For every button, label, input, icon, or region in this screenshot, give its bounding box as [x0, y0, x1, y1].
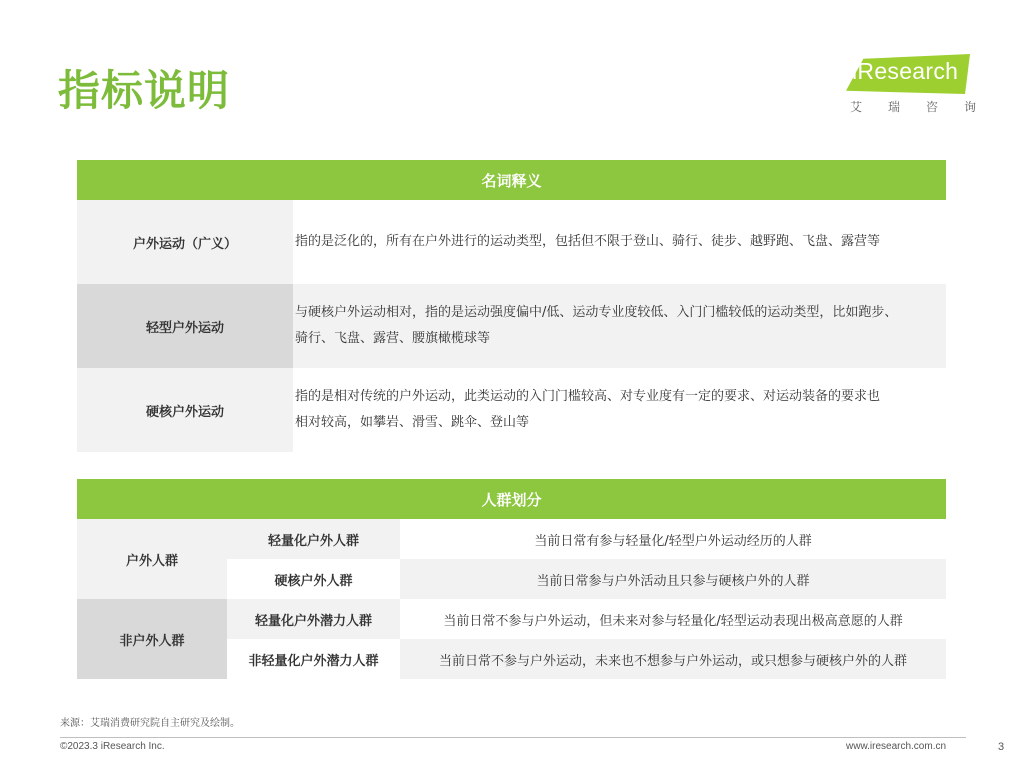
- definition-term: 硬核户外运动: [77, 368, 293, 452]
- definition-row: [77, 200, 946, 284]
- definition-row: [77, 368, 946, 452]
- definition-term: 轻型户外运动: [77, 284, 293, 368]
- group-name: 户外人群: [77, 519, 227, 599]
- groups-table: [77, 479, 946, 679]
- page-title: 指标说明: [58, 66, 231, 115]
- definition-line: 骑行、飞盘、露营、腰旗橄榄球等: [295, 331, 491, 346]
- iresearch-logo: [846, 54, 976, 120]
- group-name: 非户外人群: [77, 599, 227, 679]
- group-row: [77, 519, 946, 559]
- subgroup-name: 硬核户外人群: [227, 559, 400, 599]
- subgroup-name: 轻量化户外潜力人群: [227, 599, 400, 639]
- definition-line: 指的是泛化的，所有在户外进行的运动类型，包括但不限于登山、骑行、徒步、越野跑、飞盘、露营等: [295, 234, 881, 249]
- definition-text: [293, 200, 946, 284]
- subgroup-desc: 当前日常不参与户外运动，未来也不想参与户外运动，或只想参与硬核户外的人群: [400, 639, 946, 679]
- subgroup-desc: 当前日常参与户外活动且只参与硬核户外的人群: [400, 559, 946, 599]
- group-row: [77, 599, 946, 639]
- copyright-text: ©2023.3 iResearch Inc.: [60, 741, 165, 752]
- definitions-table-header: 名词释义: [77, 160, 946, 200]
- website-link[interactable]: www.iresearch.com.cn: [846, 741, 947, 752]
- subgroup-desc: 当前日常有参与轻量化/轻型户外运动经历的人群: [400, 519, 946, 559]
- definitions-table: [77, 160, 946, 452]
- definition-text: [293, 368, 946, 452]
- logo-cn-text: [850, 98, 976, 115]
- logo-cn-char: 咨: [925, 100, 938, 114]
- definition-line: 与硬核户外运动相对，指的是运动强度偏中/低、运动专业度较低、入门门槛较低的运动类型，比如跑步、: [295, 305, 898, 320]
- definition-line: 相对较高，如攀岩、滑雪、跳伞、登山等: [295, 415, 530, 430]
- definition-text: [293, 284, 946, 368]
- definition-line: 指的是相对传统的户外运动，此类运动的入门门槛较高、对专业度有一定的要求、对运动装备的要求也: [295, 389, 881, 404]
- logo-brand-text: iResearch: [852, 58, 959, 84]
- logo-cn-char: 瑞: [887, 100, 900, 114]
- definition-term: 户外运动（广义）: [77, 200, 293, 284]
- subgroup-name: 非轻量化户外潜力人群: [227, 639, 400, 679]
- logo-cn-char: 艾: [850, 100, 863, 114]
- footer-divider: [60, 737, 966, 738]
- subgroup-name: 轻量化户外人群: [227, 519, 400, 559]
- logo-cn-char: 询: [963, 100, 976, 114]
- subgroup-desc: 当前日常不参与户外运动，但未来对参与轻量化/轻型运动表现出极高意愿的人群: [400, 599, 946, 639]
- page-number: 3: [998, 741, 1005, 753]
- definition-row: [77, 284, 946, 368]
- source-note: 来源：艾瑞消费研究院自主研究及绘制。: [60, 718, 240, 729]
- groups-table-header: 人群划分: [77, 479, 946, 519]
